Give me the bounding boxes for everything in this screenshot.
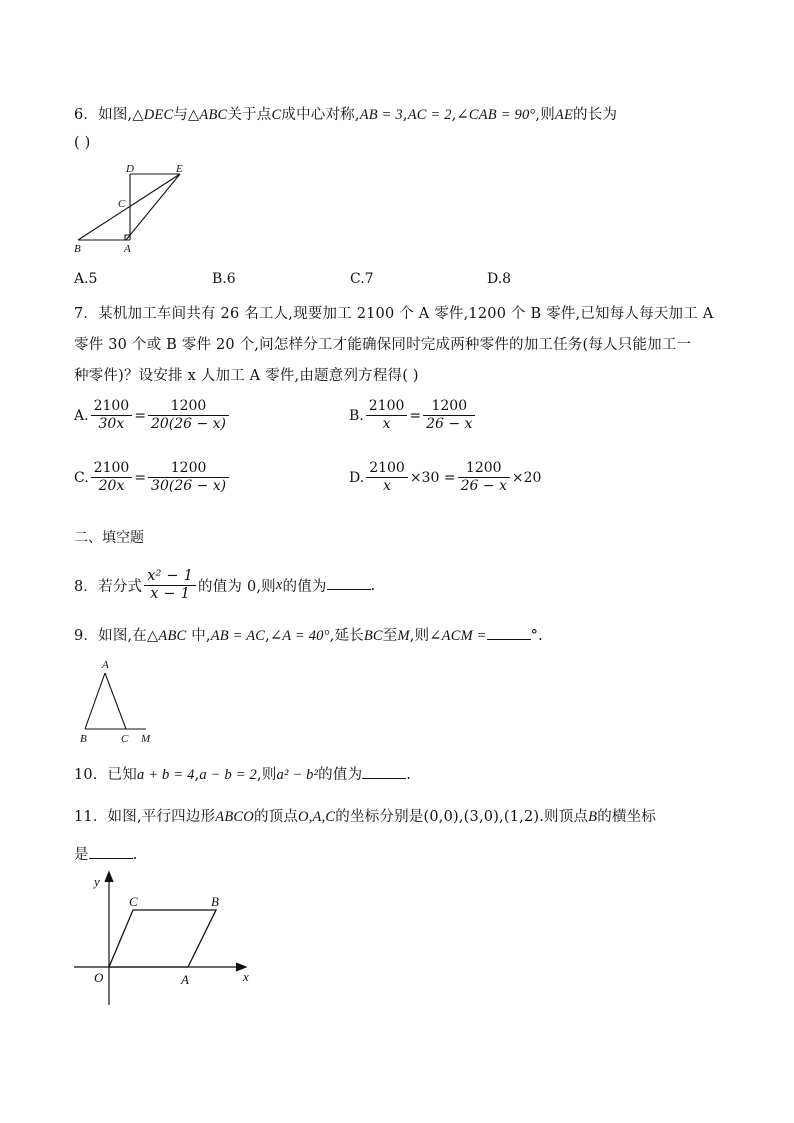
q9-label-A: A xyxy=(102,659,109,671)
q6-figure xyxy=(68,160,192,256)
q9-label-M: M xyxy=(141,733,151,745)
q6-option-d[interactable]: D.8 xyxy=(487,271,512,287)
q11-label-A: A xyxy=(181,972,189,987)
q6-option-a[interactable]: A.5 xyxy=(74,271,98,287)
q6-label-A: A xyxy=(124,243,131,255)
q7-option-d[interactable]: D. $\frac{2100}{x}$ ×30 = $\frac{1200}{26 - x}$ ×20 xyxy=(349,460,542,494)
q7-stem-line1: 7．某机加工车间共有 26 名工人,现要加工 2100 个 A 零件,1200 个 B 零件,已知每人每天加工 A xyxy=(74,306,714,322)
q7-option-b[interactable]: B. $\frac{2100}{x}$ = $\frac{1200}{26 - x}$ xyxy=(349,398,477,433)
q11-label-x: x xyxy=(243,969,249,984)
q6-label-B: B xyxy=(74,243,81,255)
q8-stem: 8．若分式 $\frac{\text{x² − 1}}{x - 1}$ 的值为 0,则x的值为 . xyxy=(74,568,376,602)
q6-answer-paren: ( ) xyxy=(74,135,91,151)
q6-option-b[interactable]: B.6 xyxy=(212,271,236,287)
q9-figure xyxy=(76,656,160,748)
q7-stem-line2: 零件 30 个或 B 零件 20 个,问怎样分工才能确保同时完成两种零件的加工任务(每人只能加工一 xyxy=(74,337,692,353)
q7-stem-line3: 种零件)？设安排 x 人加工 A 零件,由题意列方程得( ) xyxy=(74,368,419,384)
q6-label-E: E xyxy=(176,163,183,175)
q11-label-B: B xyxy=(211,894,219,909)
q11-label-y: y xyxy=(94,874,100,889)
q11-label-C: C xyxy=(129,894,138,909)
section-heading-fill-in: 二、填空题 xyxy=(74,530,144,546)
q9-label-C: C xyxy=(121,733,129,745)
q11-figure xyxy=(70,868,260,1008)
q9-answer-blank[interactable] xyxy=(487,627,531,640)
q10-stem: 10．已知a + b = 4,a − b = 2,则a² − b²的值为 . xyxy=(74,767,412,783)
q6-stem: 6．如图,△DEC与△ABC关于点C成中心对称,AB = 3,AC = 2,∠CAB = 90°,则AE的长为 xyxy=(74,107,618,123)
q11-stem-line2: 是 . xyxy=(74,847,138,863)
q8-answer-blank[interactable] xyxy=(327,577,371,590)
q11-stem-line1: 11．如图,平行四边形ABCO的顶点O,A,C的坐标分别是(0,0),(3,0),(1,2).则顶点B的横坐标 xyxy=(74,809,657,825)
q6-option-c[interactable]: C.7 xyxy=(350,271,374,287)
q11-answer-blank[interactable] xyxy=(89,846,133,859)
q9-label-B: B xyxy=(80,733,87,745)
q7-option-a[interactable]: A. $\frac{2100}{30x}$ = $\frac{1200}{20(26 - x)}$ xyxy=(74,398,231,433)
q11-label-O: O xyxy=(94,970,104,985)
q6-label-C: C xyxy=(118,198,126,210)
q9-stem: 9．如图,在△ABC 中,AB = AC,∠A = 40°,延长BC至M,则∠ACM = °. xyxy=(74,628,543,644)
q7-option-c[interactable]: C. $\frac{2100}{20x}$ = $\frac{1200}{30(26 - x)}$ xyxy=(74,460,231,495)
q6-label-D: D xyxy=(126,163,134,175)
q10-answer-blank[interactable] xyxy=(362,766,406,779)
